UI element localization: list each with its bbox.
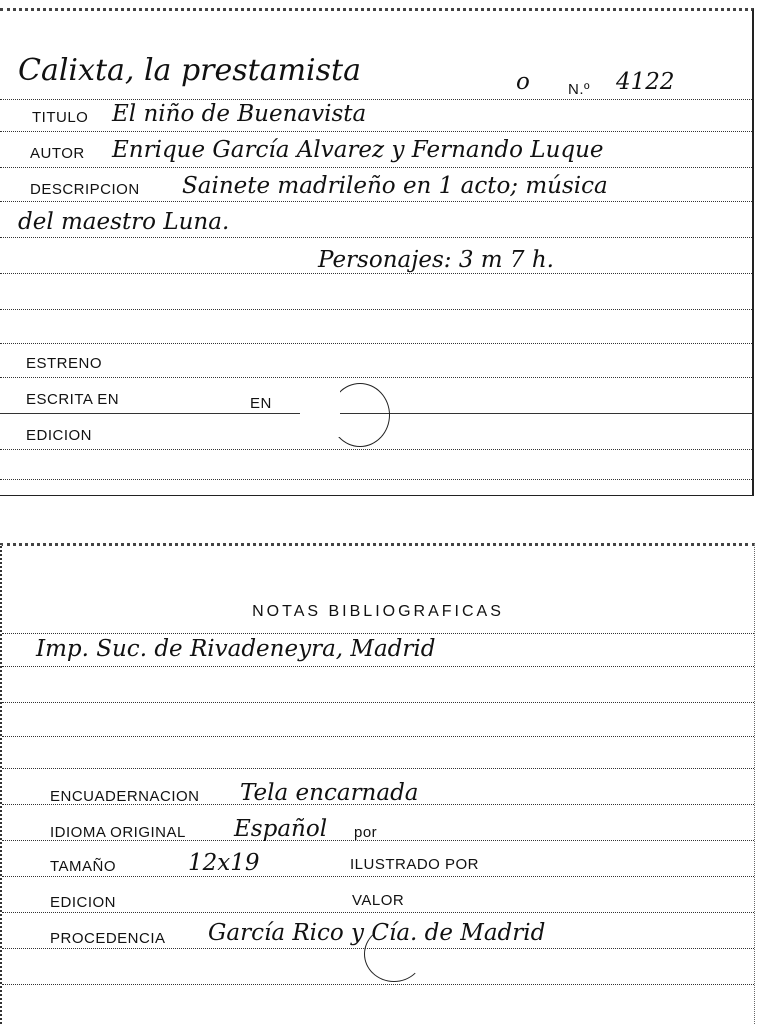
ruled-line	[0, 309, 752, 310]
en-label: EN	[250, 395, 272, 412]
o-mark: o	[516, 69, 530, 95]
ruled-line	[2, 768, 754, 769]
titulo-label: TITULO	[32, 109, 89, 126]
ilustrado-label: ILUSTRADO POR	[350, 856, 480, 873]
personajes-note: Personajes: 3 m 7 h.	[318, 247, 554, 273]
ruled-line	[2, 666, 754, 667]
number-label: N.º	[568, 81, 590, 98]
ruled-line	[2, 633, 754, 634]
ruled-line	[2, 736, 754, 737]
descripcion-value: Sainete madrileño en 1 acto; música	[182, 173, 608, 199]
procedencia-value: García Rico y Cía. de Madrid	[208, 920, 546, 946]
encuadernacion-value: Tela encarnada	[240, 780, 419, 806]
idioma-value: Español	[234, 816, 328, 842]
valor-label: VALOR	[352, 892, 405, 909]
catalog-card-notes	[0, 543, 755, 1024]
tamano-label: TAMAÑO	[50, 858, 117, 875]
autor-value: Enrique García Alvarez y Fernando Luque	[112, 137, 604, 163]
edicion-label: EDICION	[50, 894, 117, 911]
ruled-line	[0, 449, 752, 450]
ruled-line	[0, 273, 752, 274]
ruled-line	[0, 201, 752, 202]
estreno-label: ESTRENO	[26, 355, 103, 372]
catalog-card-front	[0, 8, 754, 496]
card-main-title: Calixta, la prestamista	[18, 53, 361, 88]
idioma-label: IDIOMA ORIGINAL	[50, 824, 186, 841]
ruled-line	[2, 876, 754, 877]
por-label: por	[354, 824, 378, 841]
ruled-line	[0, 131, 752, 132]
punch-hole	[364, 926, 424, 982]
ruled-line	[0, 237, 752, 238]
encuadernacion-label: ENCUADERNACION	[50, 788, 200, 805]
ruled-line	[0, 479, 752, 480]
descripcion-label: DESCRIPCION	[30, 181, 140, 198]
edicion-label: EDICION	[26, 427, 93, 444]
ruled-line	[0, 343, 752, 344]
imprenta-note: Imp. Suc. de Rivadeneyra, Madrid	[36, 636, 436, 662]
ruled-line	[2, 702, 754, 703]
autor-label: AUTOR	[30, 145, 85, 162]
descripcion-continuation: del maestro Luna.	[18, 209, 230, 235]
ruled-line	[2, 912, 754, 913]
procedencia-label: PROCEDENCIA	[50, 930, 166, 947]
tamano-value: 12x19	[188, 850, 260, 876]
titulo-value: El niño de Buenavista	[112, 101, 367, 127]
ruled-line	[0, 377, 752, 378]
ruled-line	[2, 984, 754, 985]
ruled-line	[0, 167, 752, 168]
number-value: 4122	[616, 69, 675, 95]
ruled-line	[0, 99, 752, 100]
notes-heading: NOTAS BIBLIOGRAFICAS	[252, 603, 504, 620]
escrita-en-label: ESCRITA EN	[26, 391, 120, 408]
